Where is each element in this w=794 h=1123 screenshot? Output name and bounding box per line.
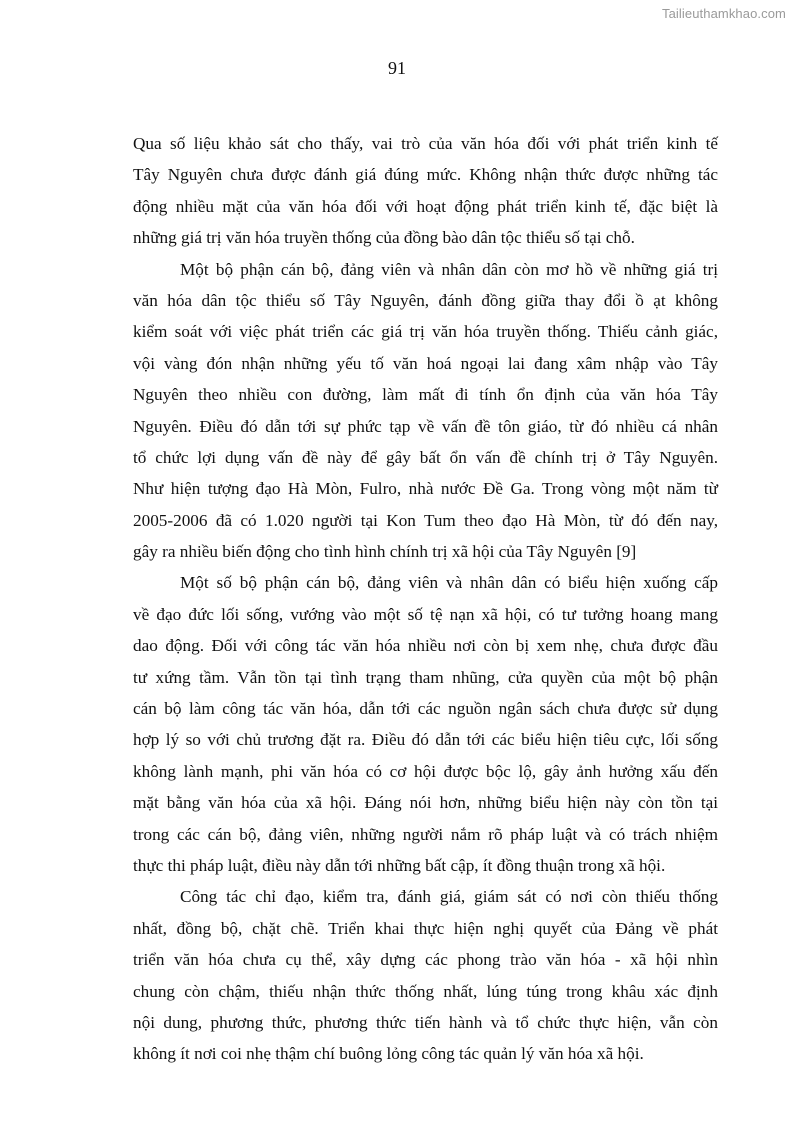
paragraph-line: Qua số liệu khảo sát cho thấy, vai trò của văn hóa đối với phát triển kinh tế — [133, 134, 718, 153]
paragraph-line: nội dung, phương thức, phương thức tiến hành và tổ chức thực hiện, vẫn còn — [133, 1012, 718, 1032]
paragraph-3 — [133, 567, 718, 881]
paragraph-line: chung còn chậm, thiếu nhận thức thống nhất, lúng túng trong khâu xác định — [133, 981, 718, 1001]
paragraph-line: gây ra nhiều biến động cho tình hình chính trị xã hội của Tây Nguyên [9] — [133, 542, 637, 562]
page-number: 91 — [388, 58, 406, 78]
document-body — [133, 128, 718, 1070]
paragraph-line: vội vàng đón nhận những yếu tố văn hoá ngoại lai đang xâm nhập vào Tây — [133, 353, 718, 373]
paragraph-line: Như hiện tượng đạo Hà Mòn, Fulro, nhà nước Đề Ga. Trong vòng một năm từ — [133, 479, 718, 499]
paragraph-line: Một số bộ phận cán bộ, đảng viên và nhân dân có biểu hiện xuống cấp — [180, 573, 718, 593]
paragraph-line: những giá trị văn hóa truyền thống của đồng bào dân tộc thiểu số tại chỗ. — [133, 228, 635, 248]
paragraph-line: trong các cán bộ, đảng viên, những người nắm rõ pháp luật và có trách nhiệm — [133, 824, 718, 844]
paragraph-line: tổ chức lợi dụng vấn đề này để gây bất ổn vấn đề chính trị ở Tây Nguyên. — [133, 447, 718, 467]
paragraph-line: tư xứng tầm. Vẫn tồn tại tình trạng tham nhũng, cửa quyền của một bộ phận — [133, 667, 718, 687]
paragraph-line: động nhiều mặt của văn hóa đối với hoạt động phát triển kinh tế, đặc biệt là — [133, 196, 718, 216]
paragraph-line: mặt bằng văn hóa của xã hội. Đáng nói hơn, những biểu hiện này còn tồn tại — [133, 793, 718, 813]
paragraph-line: nhất, đồng bộ, chặt chẽ. Triển khai thực hiện nghị quyết của Đảng về phát — [133, 918, 718, 938]
paragraph-line: Nguyên theo nhiều con đường, làm mất đi tính ổn định của văn hóa Tây — [133, 385, 718, 405]
paragraph-line: Tây Nguyên chưa được đánh giá đúng mức. Không nhận thức được những tác — [133, 165, 718, 185]
paragraph-line: cán bộ làm công tác văn hóa, dẫn tới các nguồn ngân sách chưa được sử dụng — [133, 699, 718, 719]
paragraph-line: hợp lý so với chủ trương đặt ra. Điều đó dẫn tới các biểu hiện tiêu cực, lối sống — [133, 730, 718, 750]
paragraph-line: dao động. Đối với công tác văn hóa nhiều nơi còn bị xem nhẹ, chưa được đầu — [133, 636, 718, 656]
paragraph-line: Nguyên. Điều đó dẫn tới sự phức tạp về vấn đề tôn giáo, từ đó nhiều cá nhân — [133, 416, 718, 436]
paragraph-line: thực thi pháp luật, điều này dẫn tới những bất cập, ít đồng thuận trong xã hội. — [133, 855, 666, 875]
paragraph-line: về đạo đức lối sống, vướng vào một số tệ nạn xã hội, có tư tưởng hoang mang — [133, 604, 718, 624]
watermark: Tailieuthamkhao.com — [661, 6, 786, 21]
paragraph-line: không ít nơi coi nhẹ thậm chí buông lỏng công tác quản lý văn hóa xã hội. — [133, 1044, 644, 1064]
paragraph-line: văn hóa dân tộc thiểu số Tây Nguyên, đánh đồng giữa thay đổi ồ ạt không — [133, 290, 718, 310]
paragraph-2 — [133, 254, 718, 568]
paragraph-4 — [133, 881, 718, 1069]
paragraph-line: 2005-2006 đã có 1.020 người tại Kon Tum theo đạo Hà Mòn, từ đó đến nay, — [133, 510, 718, 530]
paragraph-line: Một bộ phận cán bộ, đảng viên và nhân dân còn mơ hồ về những giá trị — [180, 259, 718, 279]
paragraph-1 — [133, 128, 718, 254]
paragraph-line: kiểm soát với việc phát triển các giá trị văn hóa truyền thống. Thiếu cảnh giác, — [133, 322, 718, 342]
paragraph-line: không lành mạnh, phi văn hóa có cơ hội được bộc lộ, gây ảnh hưởng xấu đến — [133, 761, 718, 781]
paragraph-line: Công tác chỉ đạo, kiểm tra, đánh giá, giám sát có nơi còn thiếu thống — [180, 887, 718, 907]
paragraph-line: triển văn hóa chưa cụ thể, xây dựng các phong trào văn hóa - xã hội nhìn — [133, 950, 718, 970]
